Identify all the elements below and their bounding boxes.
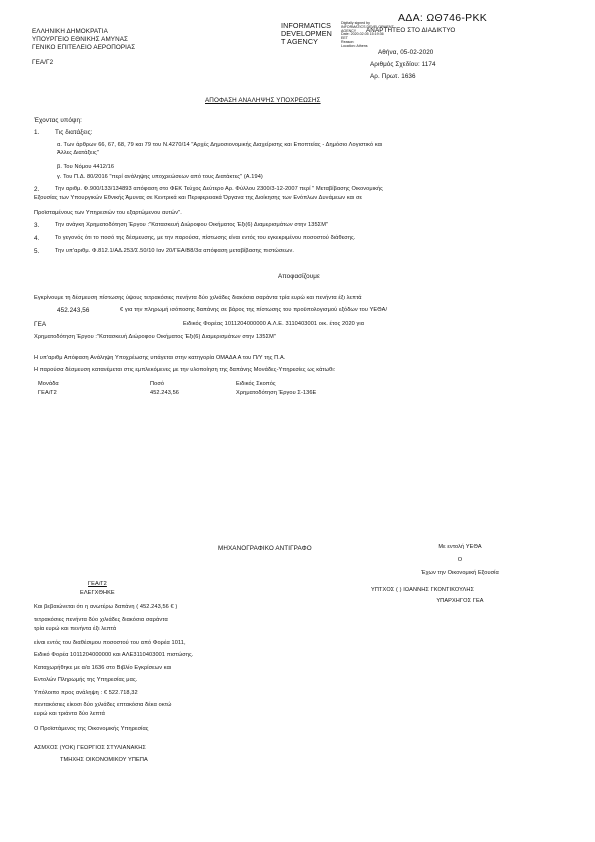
verification-line-6: Καταχωρήθηκε με α/α 1636 στο Βιβλίο Εγκρίσεων και	[34, 665, 172, 671]
signature-detail-7: Location: Athens	[341, 43, 368, 48]
signature-detail-1: Digitally signed by	[341, 21, 370, 25]
commitment-line-1: Εγκρίνουμε τη δέσμευση πίστωσης ύψους τετρακόσιες πενήντα δύο χιλιάδες διακόσια σαράντα τρία ευρώ και πενήντα έξι λεπτά	[34, 295, 362, 301]
verification-checked: ΕΛΕΓΧΘΗΚΕ	[80, 590, 115, 596]
item-1a-continued: Άλλες Διατάξεις"	[57, 150, 99, 156]
verification-unit: ΤΜΗΧΗΣ ΟΙΚΟΝΟΜΙΚΟΥ ΥΠΕΠΑ	[60, 757, 148, 763]
verification-line-4: είναι εντός του διαθέσιμου ποσοστού του από Φορέα 1011,	[34, 640, 186, 646]
signature-detail-2: INFORMATICS DEVELOPMENT	[341, 24, 394, 29]
verification-line-7: Εντολών Πληρωμής της Υπηρεσίας μας.	[34, 677, 138, 683]
table-header-purpose: Ειδικός Σκοπός	[236, 381, 276, 387]
country-name: ΕΛΛΗΝΙΚΗ ΔΗΜΟΚΡΑΤΙΑ	[32, 28, 108, 35]
item-number-1: 1.	[34, 129, 40, 136]
schedule-number: Αριθμός Σχεδίου: 1174	[370, 61, 436, 68]
item-2-line-3: Προϊσταμένους των Υπηρεσιών του εξαρτώμενου αυτών".	[34, 210, 182, 216]
item-number-3: 3.	[34, 222, 40, 229]
table-header-amount: Ποσό	[150, 381, 165, 387]
agency-line-3: T AGENCY	[281, 37, 319, 46]
verification-line-9: πεντακόσιες είκοσι δύο χιλιάδες επτακόσια δέκα οκτώ	[34, 702, 172, 708]
item-5-text: Την υπ'αριθμ. Φ.812.1/ΑΔ.253/Σ.50/10 Ιαν 20/ΓΕΑ/Β8/3α απόφαση μεταβίβασης πιστώσεων.	[55, 248, 295, 254]
item-3-text: Την ανάγκη Χρηματοδότηση Έργου :"Κατασκευή Διώροφου Οικήματος Έξι(6) Διαμερισμάτων στην 135ΣΜ"	[55, 222, 329, 228]
agency-line-2: DEVELOPMEN	[281, 29, 332, 38]
mechanographic-copy: ΜΗΧΑΝΟΓΡΑΦΙΚΟ ΑΝΤΙΓΡΑΦΟ	[218, 545, 312, 552]
signatory-line-2: Ο	[457, 557, 463, 563]
decision-heading: Αποφασίζουμε	[278, 273, 320, 280]
verification-line-5: Ειδικό Φορέα 1011204000000 και ΑΛΕ3110403001 πιστώσης.	[34, 652, 194, 658]
verification-line-3: τρία ευρώ και πενήντα έξι λεπτά	[34, 626, 117, 632]
verification-line-8: Υπόλοιπο προς ανάληψη : € 522.718,32	[34, 690, 138, 696]
item-1c-text: γ. Του Π.Δ. 80/2016 "περί ανάληψης υποχρεώσεων από τους Διατάκτες" (Α.194)	[57, 174, 263, 180]
table-header-unit: Μονάδα	[38, 381, 59, 387]
signature-detail-5: EET	[341, 36, 348, 41]
verification-line-2: τετρακόσιες πενήντα δύο χιλιάδες διακόσια σαράντα	[34, 617, 168, 623]
signature-detail-3: AGENCY	[341, 28, 357, 33]
place-date: Αθήνα, 05-02-2020	[378, 49, 434, 56]
verification-officer: ΑΣΜΧΟΣ (ΥΟΚ) ΓΕΩΡΓΙΟΣ ΣΤΥΛΙΑΝΑΚΗΣ	[34, 745, 146, 751]
staff-name: ΓΕΝΙΚΟ ΕΠΙΤΕΛΕΙΟ ΑΕΡΟΠΟΡΙΑΣ	[32, 44, 136, 51]
verification-dept: ΓΕΑ/Γ2	[88, 581, 107, 587]
financing-line: Χρηματοδότηση Έργου :"Κατασκευή Διώροφου Οικήματος Έξι(6) Διαμερισμάτων στην 135ΣΜ"	[34, 334, 276, 340]
having-regard: Έχοντας υπόψη:	[34, 117, 82, 124]
allocation-line: Η παρούσα δέσμευση κατανέμεται στις εμπλεκόμενες με την υλοποίηση της δαπάνης Μονάδες-Υπηρεσίες ως κάτωθι:	[34, 367, 336, 373]
dept-code: ΓΕΑ/Γ2	[32, 59, 54, 66]
table-cell-unit: ΓΕΑ/Γ2	[38, 390, 57, 396]
table-cell-purpose: Χρηματοδότηση Έργου Σ-136Ε	[236, 390, 317, 396]
item-number-4: 4.	[34, 235, 40, 242]
verification-line-1: Και βεβαιώνεται ότι η ανωτέρω δαπάνη ( 452.243,56 € )	[34, 604, 178, 610]
item-2-line-1: Την αριθμ. Φ.900/133/134893 απόφαση στο ΦΕΚ Τεύχος Δεύτερο Αρ. Φύλλου 2300/3-12-2007 περί " Μεταβίβασης Οικονομικής	[55, 186, 383, 192]
signatory-line-1: Με εντολή ΥΕΘΑ	[438, 544, 482, 550]
item-1a-text: α. Των άρθρων 66, 67, 68, 79 και 79 του Ν.4270/14 "Αρχές Δημοσιονομικής Διαχείρισης και Εποπτείας - Δημόσιο Λογιστικό και	[57, 142, 383, 148]
verification-line-10: ευρώ και τριάντα δύο λεπτά	[34, 711, 105, 717]
table-cell-amount: 452.243,56	[150, 390, 179, 396]
ada-code: ΑΔΑ: ΩΘ746-ΡΚΚ	[398, 12, 488, 24]
posted-label: ΑΝΑΡΤΗΤΕΟ ΣΤΟ ΔΙΑΔΙΚΤΥΟ	[366, 27, 456, 34]
protocol-number: Αρ. Πρωτ. 1636	[370, 73, 416, 80]
ministry-name: ΥΠΟΥΡΓΕΙΟ ΕΘΝΙΚΗΣ ΑΜΥΝΑΣ	[32, 36, 129, 43]
signature-detail-6: Reason:	[341, 39, 355, 44]
item-2-line-2: Εξουσίας των Υπουργικών Εθνικής Άμυνας σε Κεντρικά και Περιφερειακά Όργανα της Διοίκησης των Ενόπλων Δυνάμεων και σε	[34, 195, 363, 201]
agency-line-1: INFORMATICS	[281, 21, 332, 30]
signature-detail-4: Date: 2020.02.05 15:19:36	[341, 32, 384, 37]
item-1b-text: β. Του Νόμου 4412/16	[57, 164, 115, 170]
verification-line-11: Ο Προϊστάμενος της Οικονομικής Υπηρεσίας	[34, 726, 149, 732]
signatory-line-3: Έχων την Οικονομική Εξουσία	[421, 570, 499, 576]
gea-label: ΓΕΑ	[34, 321, 47, 328]
special-body-line: Ειδικός Φορέας 1011204000000 Α.Λ.Ε. 3110403001 οικ. έτος 2020 για	[183, 321, 365, 327]
item-number-2: 2.	[34, 186, 40, 193]
page-title: ΑΠΟΦΑΣΗ ΑΝΑΛΗΨΗΣ ΥΠΟΧΡΕΩΣΗΣ	[205, 97, 321, 104]
signature-details	[341, 22, 394, 48]
commitment-line-2: € για την πληρωμή ισόποσης δαπάνης σε βάρος της πίστωσης του προϋπολογισμού εξόδων του ΥΕΘΑ/	[120, 307, 388, 313]
commitment-amount: 452.243,56	[57, 307, 90, 314]
signatory-name: ΥΠΤΧΟΣ ( ) ΙΩΑΝΝΗΣ ΓΚΟΝΤΙΚΟΥΛΗΣ	[371, 587, 475, 593]
signatory-title: ΥΠΑΡΧΗΓΟΣ ΓΕΑ	[436, 598, 484, 604]
item-1-text: Τις διατάξεις:	[55, 129, 93, 136]
item-number-5: 5.	[34, 248, 40, 255]
item-4-text: Το γεγονός ότι το ποσό της δέσμευσης, με την παρούσα, πίστωσης είναι εντός του εγκεκριμένου ποσοστού διάθεσης.	[55, 235, 356, 241]
group-line: Η υπ'αριθμ Απόφαση Ανάληψη Υποχρέωσης υπάγεται στην κατηγορία ΟΜΑΔΑ Α του Π/Υ της Π.Α.	[34, 355, 286, 361]
